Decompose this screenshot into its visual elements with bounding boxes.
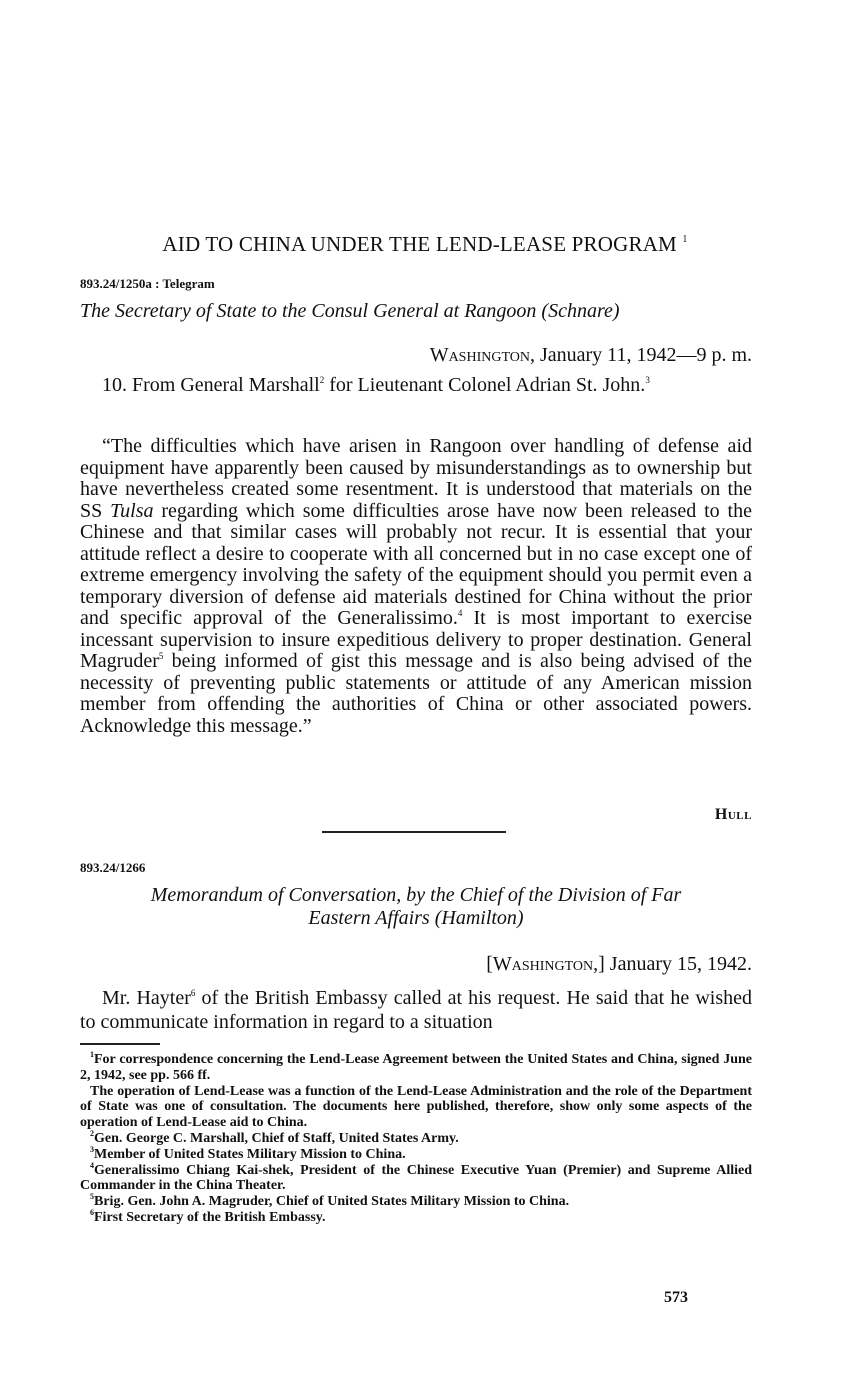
footnote-text: For correspondence concerning the Lend-Lease Agreement between the United States and China, signed June 2, 1942, see pp. 566 ff. [80, 1052, 752, 1083]
footnote-ref: 2 [319, 375, 325, 385]
footnote [80, 1128, 752, 1147]
page-number: 573 [664, 1289, 688, 1306]
footnote [80, 1160, 752, 1195]
footnote [80, 1084, 752, 1131]
dateline-place: [Washington,] [486, 953, 605, 975]
signature: Hull [714, 806, 752, 823]
section-divider [322, 831, 506, 833]
footnote-mark: 6 [90, 1207, 94, 1217]
dateline [80, 344, 752, 367]
text-run: “The difficulties which have arisen in Rangoon over handling of defense aid equipment have apparently been caused by misunderstandings as to ownership but have nevertheless created some resentment. It is understood that materials on the SS [80, 435, 752, 522]
footnote-text: Member of United States Military Mission to China. [94, 1146, 406, 1162]
footnotes [80, 1052, 752, 1226]
dateline-date: January 15, 1942. [604, 953, 752, 975]
dateline-date: , January 11, 1942—9 p. m. [529, 344, 752, 366]
footnote-ref: 6 [190, 988, 196, 998]
text-run: of the British Embassy called at his request. He said that he wished to communicate information in regard to a situation [80, 987, 752, 1033]
title-text: AID TO CHINA UNDER THE LEND-LEASE PROGRAM [162, 232, 677, 256]
text-run: 10. From General Marshall [102, 374, 320, 396]
text-run: Mr. Hayter [102, 987, 191, 1009]
footnote [80, 1144, 752, 1163]
document-heading: The Secretary of State to the Consul General at Rangoon (Schnare) [80, 300, 620, 322]
footnote-ref: 4 [457, 608, 463, 618]
paragraph [80, 986, 752, 1034]
footnote [80, 1207, 752, 1226]
footnote-rule [80, 1043, 160, 1045]
footnote-text: Generalissimo Chiang Kai-shek, President of the Chinese Executive Yuan (Premier) and Supreme Allied Commander in the China Theater. [80, 1162, 752, 1194]
dateline-place: Washington [429, 344, 530, 366]
footnote [80, 1194, 752, 1210]
footnote-mark: 1 [90, 1050, 94, 1059]
text-run: It is most important to exercise incessant supervision to insure expeditious delivery to proper destination. General Magruder [80, 607, 753, 672]
ship-name: Tulsa [110, 499, 154, 522]
footnote-mark: 5 [90, 1192, 94, 1202]
heading-line: Eastern Affairs (Hamilton) [308, 907, 524, 929]
footnote-text: Brig. Gen. John A. Magruder, Chief of United States Military Mission to China. [94, 1194, 570, 1210]
paragraph [80, 375, 752, 397]
text-run: regarding which some difficulties arose have now been released to the Chinese and that similar cases will probably not recur. It is essential that your attitude reflect a desire to cooperate with all concerned but in no case except one of extreme emergency involving the safety of the equipment should you permit even a temporary diversion of defense aid materials destined for China without the prior and specific approval of the Generalissimo. [80, 499, 752, 629]
footnote-text: Gen. George C. Marshall, Chief of Staff, United States Army. [94, 1130, 459, 1146]
footnote-text: The operation of Lend-Lease was a function of the Lend-Lease Administration and the role of the Department of State was one of consultation. The documents here published, therefore, show only some aspects of the operation of Lend-Lease aid to China. [80, 1083, 752, 1131]
footnote-ref: 5 [158, 651, 164, 661]
dateline [80, 953, 752, 976]
footnote-mark: 2 [90, 1128, 94, 1138]
text-run: being informed of gist this message and is also being advised of the necessity of preventing public statements or attitude of any American mission member from offending the authorities of China or other associated powers. Acknowledge this message.” [80, 650, 752, 737]
footnote-mark: 3 [90, 1144, 94, 1154]
file-number: 893.24/1250a : Telegram [80, 276, 215, 291]
footnote-ref: 3 [645, 375, 650, 385]
heading-line: Memorandum of Conversation, by the Chief of the Division of Far [150, 884, 682, 906]
telegram-body [80, 436, 752, 737]
footnote-mark: 4 [90, 1160, 94, 1170]
file-number: 893.24/1266 [80, 860, 146, 875]
footnote [80, 1052, 752, 1084]
footnote-text: First Secretary of the British Embassy. [94, 1209, 326, 1225]
footnote-ref: 1 [682, 234, 688, 245]
text-run: for Lieutenant Colonel Adrian St. John. [324, 374, 646, 396]
document-heading [80, 884, 752, 930]
page-title [0, 232, 850, 257]
